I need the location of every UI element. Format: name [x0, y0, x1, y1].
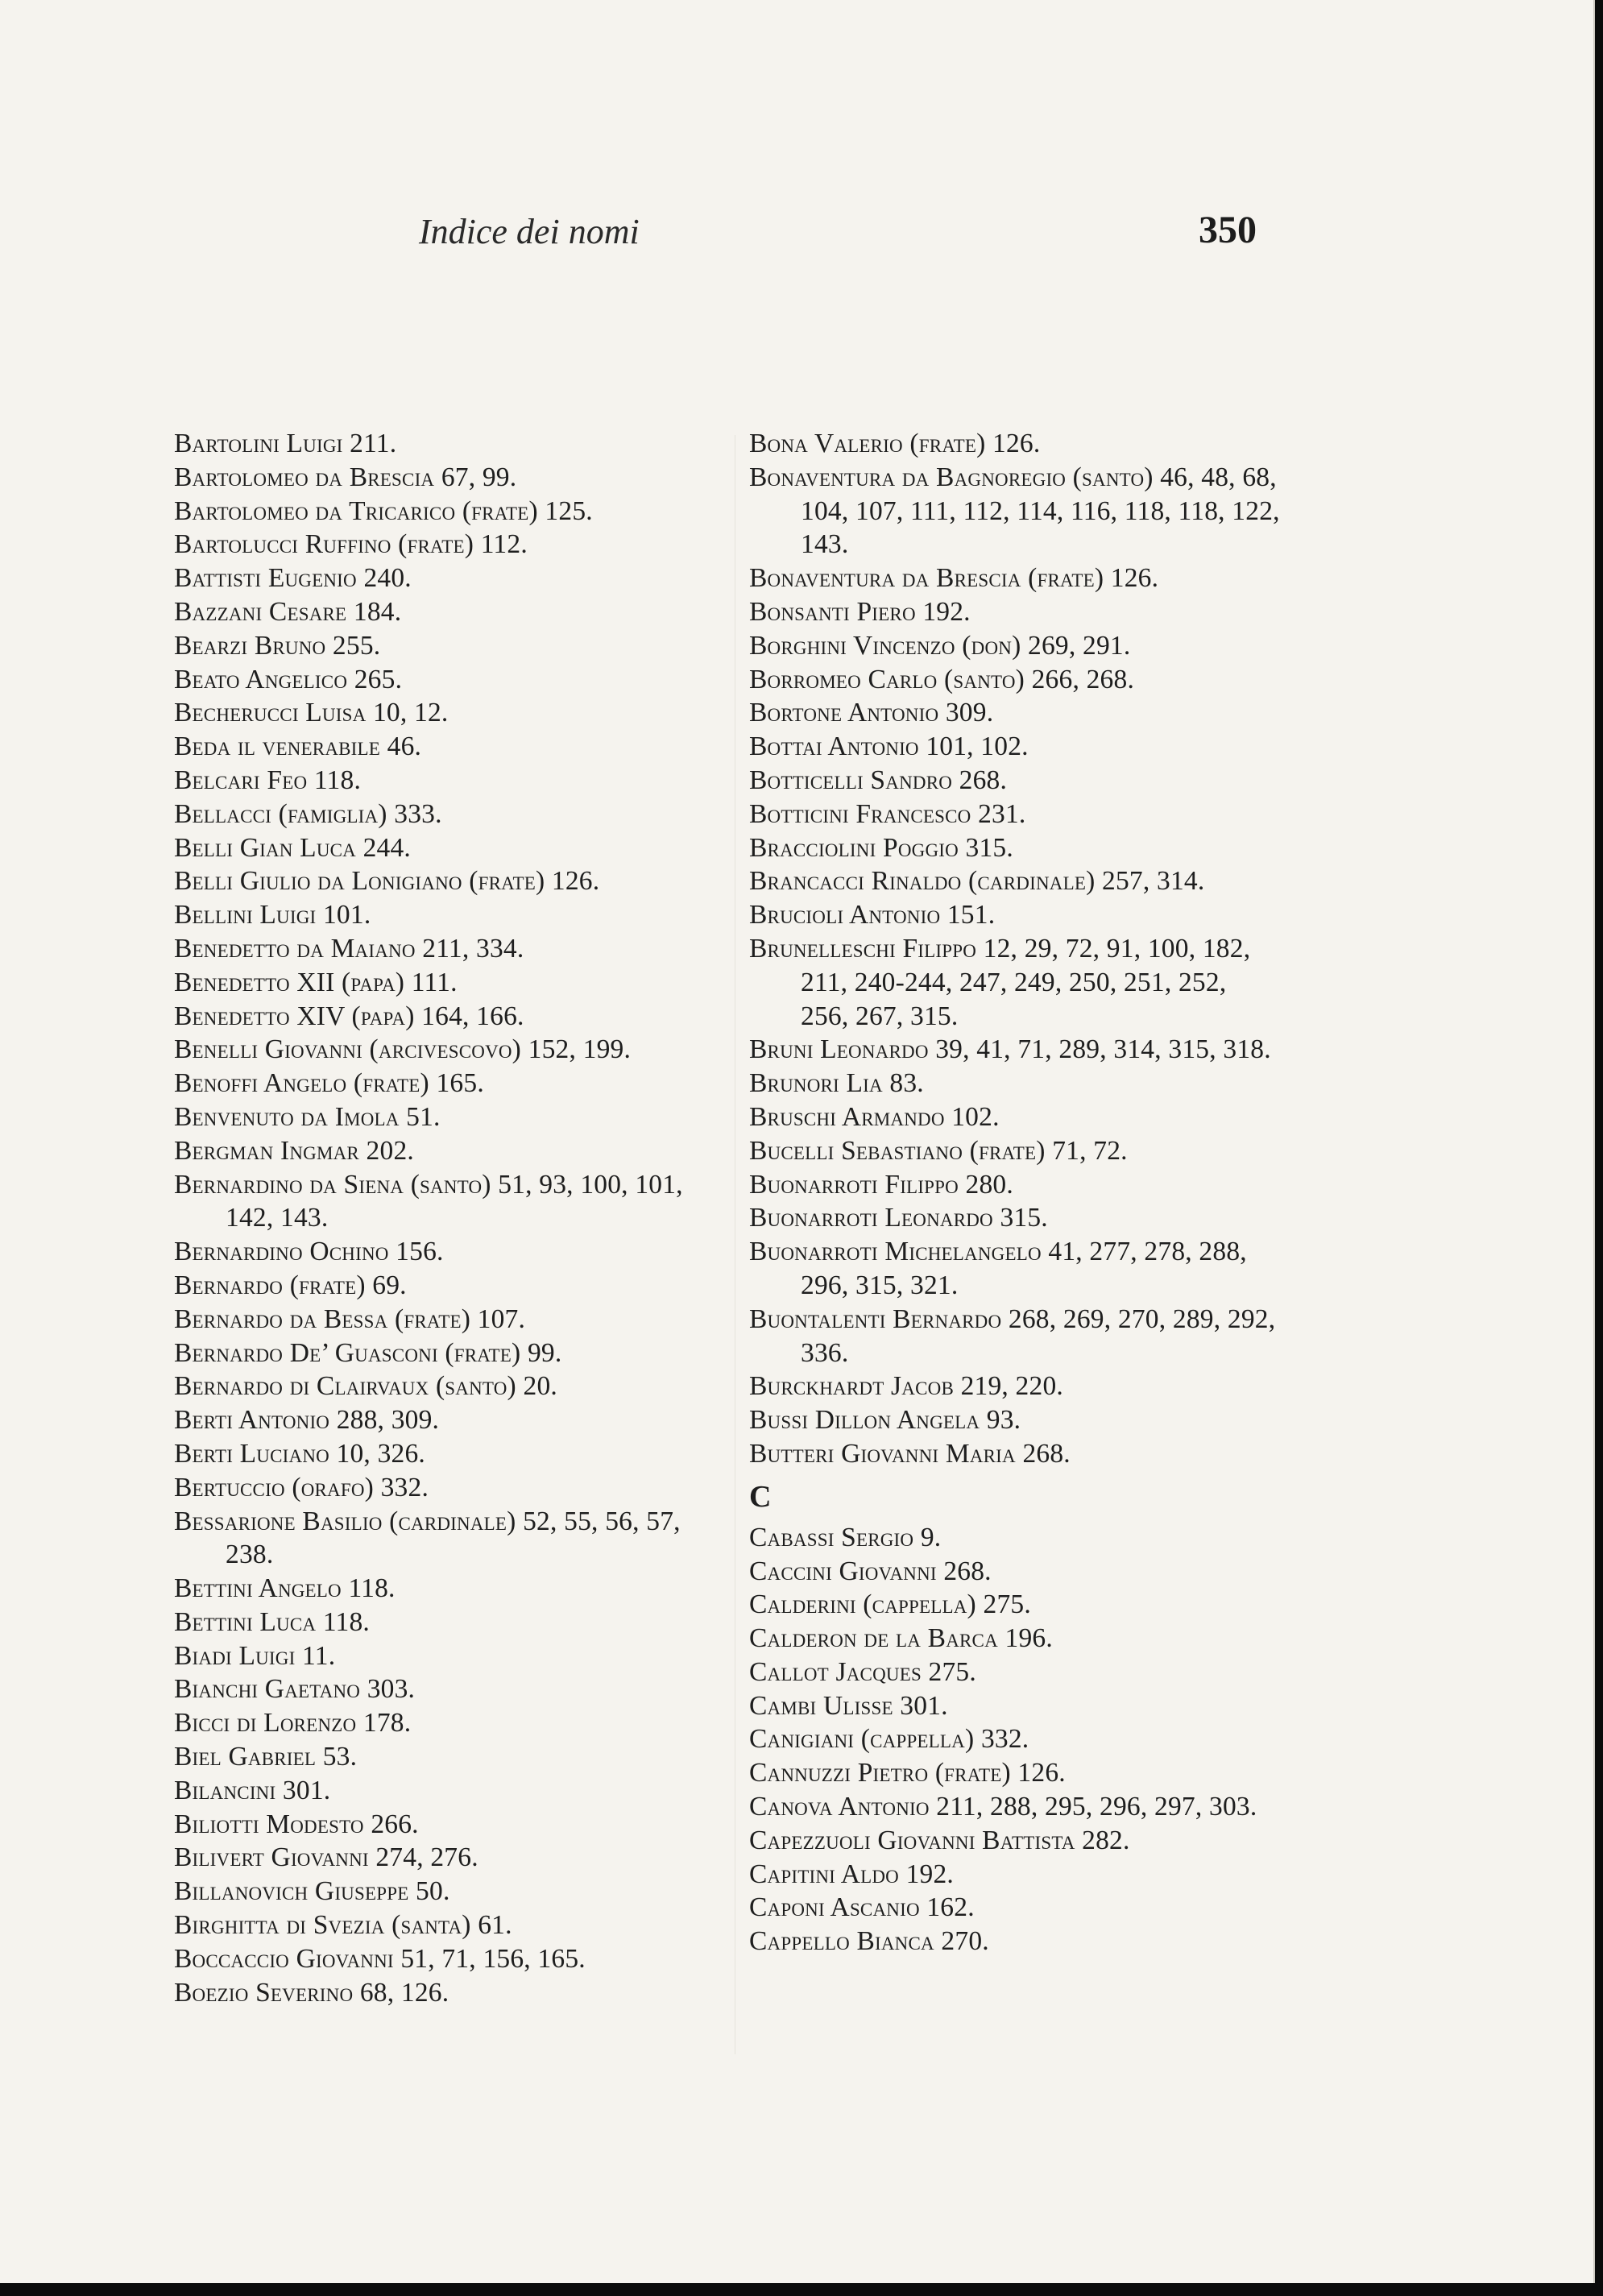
entry-name: Bessarione Basilio (cardinale)	[174, 1506, 516, 1536]
entry-name: Becherucci Luisa	[174, 698, 367, 728]
entry-name: Bettini Angelo	[174, 1573, 342, 1604]
entry-name: Buonarroti Filippo	[749, 1169, 959, 1200]
entry-pages: 265.	[354, 664, 403, 694]
index-entry	[174, 1100, 706, 1134]
entry-pages: 196.	[1004, 1623, 1053, 1654]
page-number: 350	[1199, 209, 1257, 251]
entry-pages: 10, 326.	[336, 1438, 426, 1469]
entry-name: Bortone Antonio	[749, 698, 939, 728]
entry-pages: 178.	[362, 1708, 412, 1739]
entry-name: Calderini (cappella)	[749, 1589, 976, 1620]
entry-pages: 184.	[353, 596, 402, 627]
entry-name: Calderon de la Barca	[749, 1623, 998, 1654]
entry-pages: 244.	[362, 832, 412, 863]
entry-pages: 101, 102.	[926, 731, 1029, 762]
entry-pages: 111.	[411, 967, 458, 997]
index-entry	[174, 1808, 706, 1842]
entry-pages: 315.	[1000, 1203, 1048, 1233]
index-entry	[749, 1656, 1281, 1689]
index-entry	[749, 1588, 1281, 1622]
entry-pages: 11.	[302, 1640, 336, 1671]
entry-pages: 156.	[396, 1237, 444, 1267]
entry-name: Bartolomeo da Brescia	[174, 462, 435, 492]
entry-pages: 211, 334.	[422, 933, 524, 964]
index-entry	[174, 1337, 706, 1370]
entry-pages: 280.	[965, 1169, 1013, 1200]
index-entry	[749, 461, 1281, 562]
index-entry	[174, 1168, 706, 1236]
index-entry	[174, 1403, 706, 1437]
index-entry	[174, 1774, 706, 1808]
entry-pages: 71, 72.	[1052, 1135, 1128, 1166]
index-entry	[174, 1740, 706, 1774]
entry-pages: 219, 220.	[960, 1371, 1063, 1402]
entry-name: Bona Valerio (frate)	[749, 429, 986, 458]
entry-name: Brancacci Rinaldo (cardinale)	[749, 866, 1096, 897]
entry-pages: 52, 55, 56, 57, 238.	[226, 1506, 681, 1570]
entry-name: Biliotti Modesto	[174, 1809, 364, 1839]
entry-pages: 332.	[380, 1472, 429, 1502]
entry-name: Brunelleschi Filippo	[749, 933, 977, 964]
entry-name: Boezio Severino	[174, 1977, 354, 2008]
entry-pages: 20.	[523, 1371, 557, 1402]
entry-name: Bernardino Ochino	[174, 1237, 389, 1267]
entry-pages: 192.	[905, 1859, 954, 1889]
entry-pages: 69.	[372, 1270, 407, 1300]
entry-name: Bearzi Bruno	[174, 630, 326, 661]
entry-name: Beato Angelico	[174, 664, 348, 694]
index-entry	[174, 1235, 706, 1269]
entry-name: Bracciolini Poggio	[749, 832, 959, 863]
entry-pages: 211, 288, 295, 296, 297, 303.	[936, 1792, 1257, 1822]
index-entry	[749, 1521, 1281, 1555]
entry-pages: 126.	[1110, 563, 1159, 594]
index-entry	[174, 966, 706, 1000]
index-entry	[749, 1134, 1281, 1168]
index-entry	[749, 1622, 1281, 1656]
index-entry	[749, 898, 1281, 932]
entry-name: Bernardo di Clairvaux (santo)	[174, 1371, 516, 1402]
index-entry	[174, 1437, 706, 1471]
index-entry	[174, 1370, 706, 1403]
index-entry	[174, 1033, 706, 1067]
index-entry	[174, 1908, 706, 1942]
entry-pages: 51.	[406, 1101, 441, 1132]
index-entry	[174, 1672, 706, 1706]
index-entry	[749, 1790, 1281, 1824]
entry-pages: 269, 291.	[1028, 630, 1131, 661]
entry-pages: 333.	[394, 798, 442, 829]
entry-name: Benedetto XIV (papa)	[174, 1001, 415, 1031]
entry-pages: 118.	[348, 1573, 396, 1604]
entry-name: Bernardo da Bessa (frate)	[174, 1303, 471, 1334]
entry-pages: 50.	[416, 1876, 450, 1907]
entry-name: Benvenuto da Imola	[174, 1101, 400, 1132]
entry-pages: 275.	[928, 1656, 976, 1687]
entry-name: Bernardino da Siena (santo)	[174, 1169, 491, 1200]
entry-name: Bernardo (frate)	[174, 1270, 366, 1300]
index-entry	[174, 1976, 706, 2010]
entry-name: Brucioli Antonio	[749, 900, 941, 930]
entry-pages: 112.	[480, 529, 528, 560]
entry-name: Bellini Luigi	[174, 900, 317, 930]
index-entry	[174, 831, 706, 865]
entry-name: Bilivert Giovanni	[174, 1842, 369, 1873]
index-entry	[749, 562, 1281, 595]
entry-pages: 288, 309.	[336, 1405, 440, 1436]
entry-name: Callot Jacques	[749, 1656, 922, 1687]
entry-name: Bonaventura da Bagnoregio (santo)	[749, 462, 1154, 492]
section-letter-c: C	[749, 1479, 772, 1514]
entry-pages: 10, 12.	[372, 698, 449, 728]
entry-name: Bergman Ingmar	[174, 1135, 359, 1166]
running-header-title: Indice dei nomi	[419, 212, 640, 251]
index-entry	[749, 427, 1281, 461]
index-entry	[749, 1437, 1281, 1471]
index-entry	[174, 1841, 706, 1875]
index-entry	[749, 1235, 1281, 1303]
entry-name: Capezzuoli Giovanni Battista	[749, 1825, 1075, 1855]
entry-name: Beda il venerabile	[174, 731, 381, 762]
entry-pages: 255.	[332, 630, 381, 661]
index-entry	[749, 595, 1281, 629]
index-section-c	[749, 1521, 1281, 1958]
index-entry	[174, 663, 706, 697]
index-entry	[174, 1000, 706, 1034]
entry-pages: 126.	[551, 866, 600, 897]
index-entry	[174, 898, 706, 932]
entry-pages: 257, 314.	[1102, 866, 1205, 897]
index-entry	[174, 1572, 706, 1606]
entry-name: Buontalenti Bernardo	[749, 1303, 1002, 1334]
entry-name: Biadi Luigi	[174, 1640, 296, 1671]
entry-pages: 164, 166.	[421, 1001, 524, 1031]
entry-name: Bottai Antonio	[749, 731, 919, 762]
index-entry	[749, 764, 1281, 798]
entry-name: Bertuccio (orafo)	[174, 1472, 375, 1502]
entry-pages: 266.	[371, 1809, 419, 1839]
index-entry	[749, 1201, 1281, 1235]
entry-name: Bartolini Luigi	[174, 429, 343, 458]
index-entry	[749, 1555, 1281, 1589]
entry-pages: 152, 199.	[528, 1034, 632, 1065]
index-entry	[749, 798, 1281, 831]
entry-pages: 53.	[322, 1742, 358, 1772]
entry-pages: 126.	[1017, 1758, 1066, 1788]
index-entry	[174, 528, 706, 562]
index-entry	[174, 1471, 706, 1505]
entry-pages: 192.	[922, 596, 971, 627]
entry-name: Biel Gabriel	[174, 1742, 317, 1772]
entry-pages: 51, 71, 156, 165.	[400, 1943, 586, 1974]
entry-pages: 202.	[366, 1135, 414, 1166]
entry-pages: 99.	[527, 1337, 562, 1368]
entry-pages: 67, 99.	[441, 462, 517, 492]
entry-name: Bussi Dillon Angela	[749, 1405, 980, 1436]
index-entry	[174, 1706, 706, 1740]
entry-name: Bonsanti Piero	[749, 596, 916, 627]
entry-name: Battisti Eugenio	[174, 563, 357, 594]
index-entry	[174, 1269, 706, 1303]
entry-name: Bartolomeo da Tricarico (frate)	[174, 495, 538, 526]
index-column-right	[749, 427, 1281, 1958]
index-entry	[749, 1722, 1281, 1756]
index-entry	[174, 1942, 706, 1976]
index-entry	[749, 1168, 1281, 1202]
entry-name: Benedetto XII (papa)	[174, 967, 405, 997]
index-entry	[749, 1858, 1281, 1892]
entry-pages: 61.	[478, 1910, 512, 1941]
entry-name: Brunori Lia	[749, 1068, 883, 1099]
entry-name: Bucelli Sebastiano (frate)	[749, 1135, 1046, 1166]
index-entry	[174, 730, 706, 764]
index-entry	[749, 864, 1281, 898]
index-entry	[749, 1824, 1281, 1858]
entry-pages: 151.	[946, 900, 996, 930]
index-entry	[174, 427, 706, 461]
entry-pages: 68, 126.	[359, 1977, 449, 2008]
index-entry	[174, 764, 706, 798]
entry-pages: 126.	[992, 429, 1041, 458]
entry-name: Bruni Leonardo	[749, 1034, 929, 1065]
entry-name: Bernardo De’ Guasconi (frate)	[174, 1337, 521, 1368]
entry-name: Berti Antonio	[174, 1405, 330, 1436]
entry-name: Birghitta di Svezia (santa)	[174, 1910, 471, 1941]
entry-name: Benedetto da Maiano	[174, 933, 416, 964]
entry-pages: 165.	[436, 1068, 484, 1099]
index-entry	[174, 495, 706, 528]
entry-pages: 39, 41, 71, 289, 314, 315, 318.	[935, 1034, 1271, 1065]
index-entry	[749, 1925, 1281, 1958]
index-entry	[749, 1891, 1281, 1925]
entry-pages: 101.	[322, 900, 371, 930]
index-entry	[174, 595, 706, 629]
entry-name: Cannuzzi Pietro (frate)	[749, 1758, 1011, 1788]
entry-name: Billanovich Giuseppe	[174, 1876, 409, 1907]
entry-pages: 240.	[363, 563, 412, 594]
entry-name: Buonarroti Leonardo	[749, 1203, 993, 1233]
index-entry	[174, 1303, 706, 1337]
entry-pages: 301.	[282, 1775, 331, 1805]
entry-pages: 303.	[367, 1674, 416, 1705]
entry-pages: 231.	[978, 798, 1026, 829]
entry-pages: 211.	[350, 429, 397, 458]
entry-name: Bianchi Gaetano	[174, 1674, 361, 1705]
entry-pages: 93.	[986, 1405, 1021, 1436]
entry-name: Belli Giulio da Lonigiano (frate)	[174, 866, 545, 897]
entry-name: Belcari Feo	[174, 765, 308, 795]
index-entry	[749, 831, 1281, 865]
entry-name: Borromeo Carlo (santo)	[749, 664, 1025, 694]
entry-name: Berti Luciano	[174, 1438, 329, 1469]
index-entry	[749, 1100, 1281, 1134]
index-column-left	[174, 427, 706, 2009]
entry-name: Cappello Bianca	[749, 1926, 934, 1957]
entry-pages: 332.	[980, 1724, 1029, 1755]
index-entry	[749, 932, 1281, 1033]
entry-name: Botticini Francesco	[749, 798, 971, 829]
entry-name: Bruschi Armando	[749, 1101, 945, 1132]
entry-name: Canigiani (cappella)	[749, 1724, 975, 1755]
entry-name: Burckhardt Jacob	[749, 1371, 954, 1402]
entry-pages: 270.	[941, 1926, 989, 1957]
index-entry	[174, 461, 706, 495]
entry-name: Cabassi Sergio	[749, 1522, 914, 1552]
entry-pages: 118.	[322, 1606, 370, 1637]
entry-pages: 275.	[983, 1589, 1031, 1620]
index-entry	[174, 1875, 706, 1908]
index-entry	[174, 798, 706, 831]
index-entry	[749, 1303, 1281, 1370]
entry-name: Bartolucci Ruffino (frate)	[174, 529, 474, 560]
entry-pages: 162.	[926, 1892, 975, 1923]
entry-name: Bonaventura da Brescia (frate)	[749, 563, 1104, 594]
index-entry	[749, 663, 1281, 697]
entry-pages: 315.	[965, 832, 1013, 863]
entry-name: Boccaccio Giovanni	[174, 1943, 394, 1974]
entry-pages: 266, 268.	[1031, 664, 1135, 694]
entry-pages: 46, 48, 68, 104, 107, 111, 112, 114, 116, 118, 118, 122, 143.	[801, 462, 1280, 560]
entry-pages: 268.	[1022, 1438, 1071, 1469]
index-entry	[749, 1067, 1281, 1100]
entry-pages: 268, 269, 270, 289, 292, 336.	[801, 1303, 1276, 1368]
index-entry	[174, 1067, 706, 1100]
index-entry	[749, 1033, 1281, 1067]
entry-pages: 107.	[477, 1303, 526, 1334]
index-entry	[174, 864, 706, 898]
entry-name: Bicci di Lorenzo	[174, 1708, 357, 1739]
index-entry	[749, 696, 1281, 730]
index-entry	[174, 1134, 706, 1168]
entry-name: Bellacci (famiglia)	[174, 798, 387, 829]
entry-name: Butteri Giovanni Maria	[749, 1438, 1016, 1469]
entry-name: Canova Antonio	[749, 1792, 930, 1822]
entry-name: Caccini Giovanni	[749, 1556, 937, 1586]
entry-pages: 41, 277, 278, 288, 296, 315, 321.	[801, 1237, 1247, 1300]
entry-name: Benelli Giovanni (arcivescovo)	[174, 1034, 522, 1065]
index-entry	[174, 1606, 706, 1639]
index-entry	[174, 629, 706, 663]
entry-pages: 125.	[545, 495, 593, 526]
entry-pages: 268.	[943, 1556, 992, 1586]
index-section-b-continued	[749, 427, 1281, 1471]
index-entry	[749, 1689, 1281, 1723]
entry-pages: 102.	[951, 1101, 1000, 1132]
entry-name: Caponi Ascanio	[749, 1892, 920, 1923]
entry-name: Benoffi Angelo (frate)	[174, 1068, 429, 1099]
entry-name: Botticelli Sandro	[749, 765, 953, 795]
entry-pages: 301.	[900, 1690, 948, 1721]
entry-name: Cambi Ulisse	[749, 1690, 893, 1721]
index-entry	[174, 696, 706, 730]
entry-name: Borghini Vincenzo (don)	[749, 630, 1021, 661]
index-entry	[174, 562, 706, 595]
index-entry	[174, 1505, 706, 1573]
entry-name: Bettini Luca	[174, 1606, 317, 1637]
index-entry	[174, 1639, 706, 1673]
entry-name: Bazzani Cesare	[174, 596, 347, 627]
index-entry	[174, 932, 706, 966]
entry-name: Buonarroti Michelangelo	[749, 1237, 1042, 1267]
entry-pages: 268.	[959, 765, 1008, 795]
entry-name: Capitini Aldo	[749, 1859, 899, 1889]
entry-pages: 309.	[945, 698, 994, 728]
entry-pages: 83.	[889, 1068, 924, 1099]
entry-pages: 118.	[313, 765, 362, 795]
entry-pages: 9.	[920, 1522, 942, 1552]
entry-pages: 274, 276.	[375, 1842, 478, 1873]
index-entry	[749, 1370, 1281, 1403]
entry-pages: 282.	[1082, 1825, 1130, 1855]
index-entry	[749, 1403, 1281, 1437]
entry-name: Belli Gian Luca	[174, 832, 356, 863]
entry-pages: 46.	[387, 731, 422, 762]
index-entry	[749, 629, 1281, 663]
entry-name: Bilancini	[174, 1775, 276, 1805]
index-entry	[749, 730, 1281, 764]
index-entry	[749, 1756, 1281, 1790]
entry-pages: 12, 29, 72, 91, 100, 182, 211, 240-244, 247, 249, 250, 251, 252, 256, 267, 315.	[801, 933, 1251, 1031]
entry-pages: 51, 93, 100, 101, 142, 143.	[226, 1169, 683, 1233]
